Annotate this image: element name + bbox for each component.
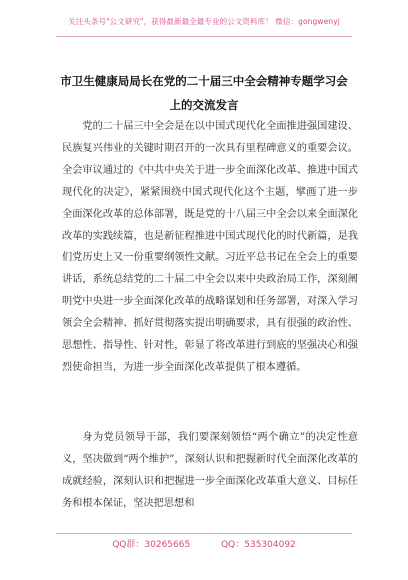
body-paragraph-1: 党的二十届三中全会是在以中国式现代化全面推进强国建设、民族复兴伟业的关键时期召开的一次具有里程碑意义的重要会议。全会审议通过的《中共中央关于进一步全面深化改革、推进中国式现代化的决定》，紧紧围绕中国式现代化这个主题，擘画了进一步全面深化改革的总体部署，既是党的十八届三中全会以来全面深化改革的实践续篇，也是新征程推进中国式现代化的时代新篇，是我们党历史上又一份重要纲领性文献。习近平总书记在全会上的重要讲话，系统总结党的二十届二中全会以来中央政治局工作，深刻阐明党中央进一步全面深化改革的战略谋划和任务部署，对深入学习领会全会精神、抓好贯彻落实提出明确要求，具有很强的政治性、思想性、指导性、针对性，彰显了将改革进行到底的坚强决心和强烈使命担当，为进一步全面深化改革提供了根本遵循。 [62,121,358,373]
footer-qq-group: QQ群：30265665 [112,540,191,550]
footer-divider [56,533,352,534]
body-paragraph-2: 身为党员领导干部，我们要深刻领悟“两个确立”的决定性意义，坚决做到“两个维护”，深刻认识和把握新时代全面深化改革的成就经验，深刻认识和把握进一步全面深化改革重大意义、目标任务和根本保证，坚决把思想和 [62,432,358,509]
document-title [56,69,352,117]
footer-qq-number: QQ：535304092 [221,540,296,550]
header-promo-note: 关注头条号"公文研究"，获得最新最全最专业的公文资料库！ 微信：gongwenyj [68,17,340,26]
title-line-2: 上的交流发言 [169,98,239,112]
title-line-1: 市卫生健康局局长在党的二十届三中全会精神专题学习会 [60,74,348,88]
footer-contact [0,537,408,550]
header-divider [56,36,352,37]
